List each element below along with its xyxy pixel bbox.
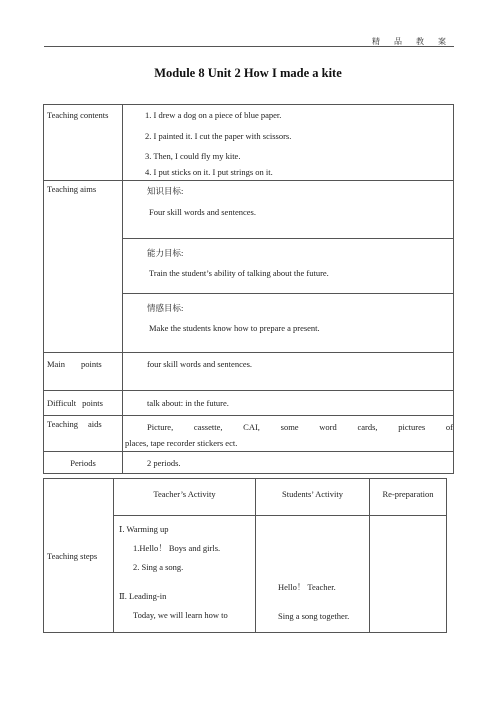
aims-row-knowledge	[44, 181, 454, 239]
periods-cell: 2 periods.	[123, 452, 454, 474]
main-points-cell: four skill words and sentences.	[123, 353, 454, 391]
teaching-aids-row	[44, 416, 454, 452]
teacher-line: Today, we will learn how to	[133, 610, 228, 620]
contents-cell	[123, 105, 454, 181]
aids-line-2: places, tape recorder stickers ect.	[125, 438, 238, 448]
teaching-aids-cell	[123, 416, 454, 452]
student-line: Hello！ Teacher.	[278, 582, 336, 592]
aims-heading: 情感目标:	[147, 303, 184, 313]
teacher-activity-header: Teacher’s Activity	[114, 479, 256, 516]
header-mark: 精 品 教 案	[372, 37, 452, 46]
aims-text: Make the students know how to prepare a present.	[149, 323, 320, 333]
difficult-points-label: Difficult points	[44, 391, 123, 416]
teacher-line: 1.Hello！ Boys and girls.	[133, 543, 221, 553]
aims-label: Teaching aims	[44, 181, 123, 353]
contents-line: 4. I put sticks on it. I put strings on it.	[145, 167, 273, 177]
students-activity-header: Students’ Activity	[256, 479, 370, 516]
aims-heading: 知识目标:	[147, 186, 184, 196]
contents-line: 2. I painted it. I cut the paper with scissors.	[145, 131, 292, 141]
teacher-line: Ⅰ. Warming up	[119, 524, 169, 534]
teaching-aids-label: Teaching aids	[44, 416, 123, 452]
difficult-points-cell: talk about: in the future.	[123, 391, 454, 416]
steps-label: Teaching steps	[44, 479, 114, 633]
aims-emotion-cell	[123, 294, 454, 353]
teaching-steps-table	[43, 478, 447, 633]
periods-label: Periods	[44, 452, 123, 474]
steps-header-row	[44, 479, 447, 516]
aims-knowledge-cell	[123, 181, 454, 239]
re-preparation-header: Re-preparation	[370, 479, 447, 516]
difficult-points-row	[44, 391, 454, 416]
teacher-activity-cell	[114, 516, 256, 633]
teacher-line: 2. Sing a song.	[133, 562, 184, 572]
aims-text: Train the student’s ability of talking about the future.	[149, 268, 329, 278]
contents-label: Teaching contents	[44, 105, 123, 181]
aims-text: Four skill words and sentences.	[149, 207, 256, 217]
re-preparation-cell	[370, 516, 447, 633]
contents-line: 3. Then, I could fly my kite.	[145, 151, 241, 161]
student-line: Sing a song together.	[278, 611, 350, 621]
contents-line: 1. I drew a dog on a piece of blue paper.	[145, 110, 282, 120]
contents-row	[44, 105, 454, 181]
teacher-line: Ⅱ. Leading-in	[119, 591, 167, 601]
aims-heading: 能力目标:	[147, 248, 184, 258]
main-points-label: Main points	[44, 353, 123, 391]
periods-row	[44, 452, 454, 474]
lesson-plan-table	[43, 104, 454, 474]
students-activity-cell	[256, 516, 370, 633]
main-points-row	[44, 353, 454, 391]
aims-ability-cell	[123, 239, 454, 294]
page-title: Module 8 Unit 2 How I made a kite	[154, 66, 342, 80]
aids-line-1: Picture, cassette, CAI, some word cards, pictures of	[147, 422, 453, 432]
teacher-line	[119, 577, 255, 587]
header-rule	[44, 46, 454, 47]
